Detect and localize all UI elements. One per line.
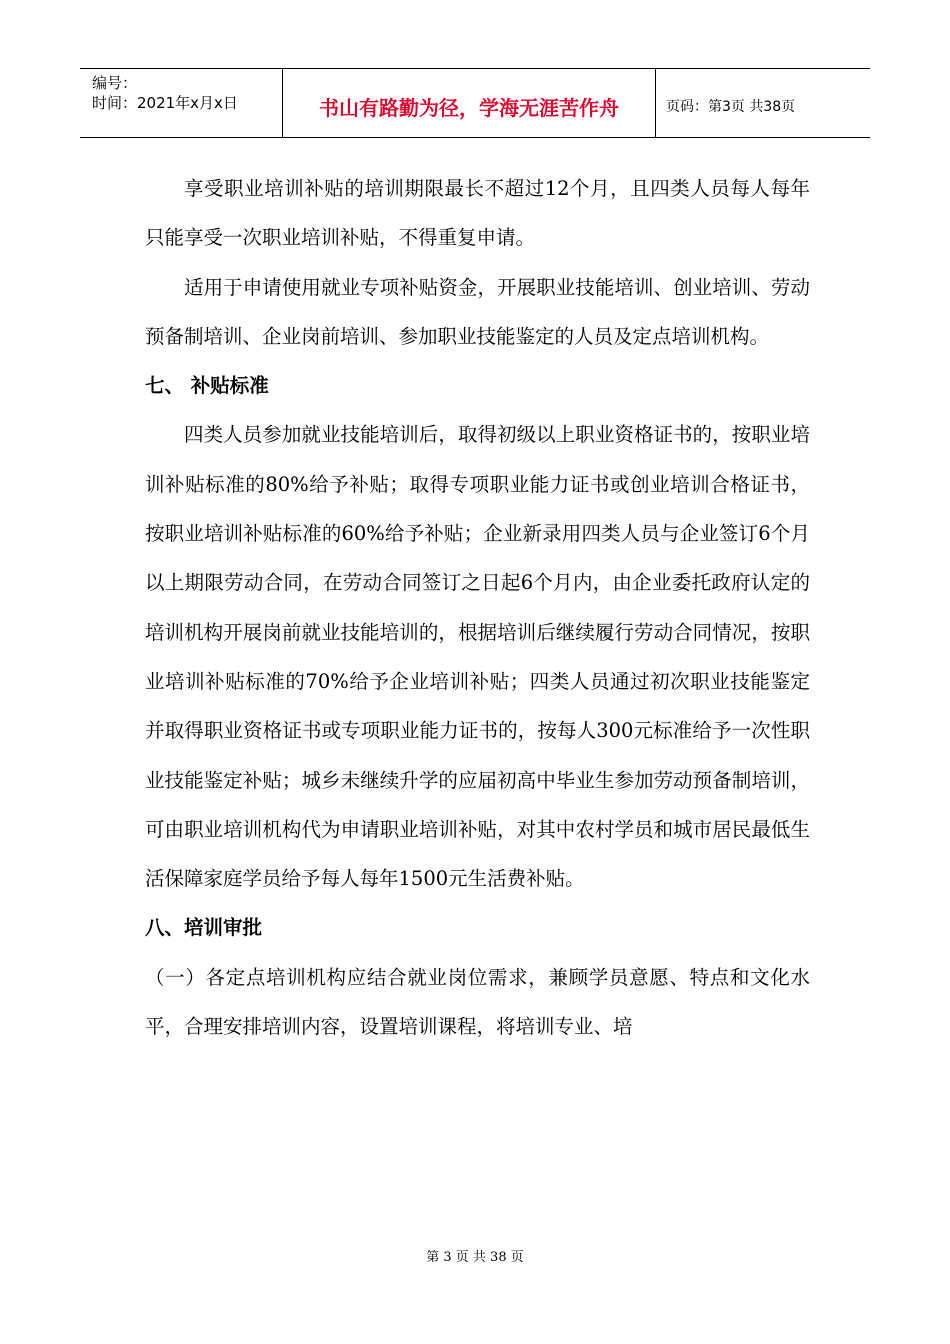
header-meta <box>80 69 282 137</box>
section-heading-training-approval: 八、培训审批 <box>145 916 263 940</box>
paragraph-subsidy-standard: 四类人员参加就业技能培训后，取得初级以上职业资格证书的，按职业培训补贴标准的80%给予补贴；取得专项职业能力证书或创业培训合格证书，按职业培训补贴标准的60%给予补贴；企业新录用四类人员与企业签订6个月以上期限劳动合同，在劳动合同签订之日起6个月内，由企业委托政府认定的培训机构开展岗前就业技能培训的，根据培训后继续履行劳动合同情况，按职业培训补贴标准的70%给予企业培训补贴；四类人员通过初次职业技能鉴定并取得职业资格证书或专项职业能力证书的，按每人300元标准给予一次性职业技能鉴定补贴；城乡未继续升学的应届初高中毕业生参加劳动预备制培训，可由职业培训机构代为申请职业培训补贴，对其中农村学员和城市居民最低生活保障家庭学员给予每人每年1500元生活费补贴。 <box>145 423 810 891</box>
paragraph-scope: 适用于申请使用就业专项补贴资金，开展职业技能培训、创业培训、劳动预备制培训、企业岗前培训、参加职业技能鉴定的人员及定点培训机构。 <box>145 275 810 348</box>
header-page-info: 页码：第3页 共38页 <box>666 99 796 115</box>
page-header <box>80 68 870 138</box>
header-motto: 书山有路勤为径，学海无涯苦作舟 <box>282 69 656 137</box>
page-footer: 第 3 页 共 38 页 <box>426 1250 524 1265</box>
paragraph-approval-item-1: （一）各定点培训机构应结合就业岗位需求，兼顾学员意愿、特点和文化水平，合理安排培训内容，设置培训课程，将培训专业、培 <box>145 965 810 1039</box>
document-date: 时间：2021年x月x日 <box>92 94 238 112</box>
section-heading-subsidy-standard: 七、 补贴标准 <box>145 374 269 398</box>
paragraph-training-period: 享受职业培训补贴的培训期限最长不超过12个月，且四类人员每人每年只能享受一次职业培训补贴，不得重复申请。 <box>145 177 810 250</box>
document-number-label: 编号： <box>92 74 138 92</box>
document-body <box>145 164 810 1051</box>
